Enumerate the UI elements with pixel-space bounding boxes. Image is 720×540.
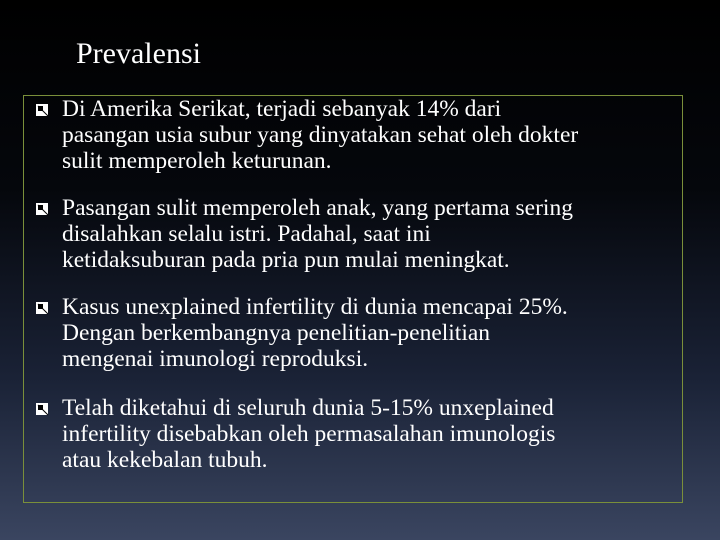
square-bullet-icon — [35, 103, 49, 117]
bullet-text: Di Amerika Serikat, terjadi sebanyak 14% dari pasangan usia subur yang dinyatakan sehat oleh dokter sulit memperoleh keturunan. — [62, 96, 579, 174]
bullet-text: Kasus unexplained infertility di dunia mencapai 25%. Dengan berkembangnya penelitian-penelitian mengenai imunologi reproduksi. — [62, 294, 568, 372]
square-bullet-icon — [35, 202, 49, 216]
content-box — [23, 95, 683, 503]
slide-title: Prevalensi — [76, 37, 201, 70]
square-bullet-icon — [35, 301, 49, 315]
square-bullet-icon — [35, 402, 49, 416]
bullet-text: Telah diketahui di seluruh dunia 5-15% unxeplained infertility disebabkan oleh permasalahan imunologis atau kekebalan tubuh. — [62, 395, 556, 473]
bullet-text: Pasangan sulit memperoleh anak, yang pertama sering disalahkan selalu istri. Padahal, saat ini ketidaksuburan pada pria pun mulai meningkat. — [62, 195, 573, 273]
